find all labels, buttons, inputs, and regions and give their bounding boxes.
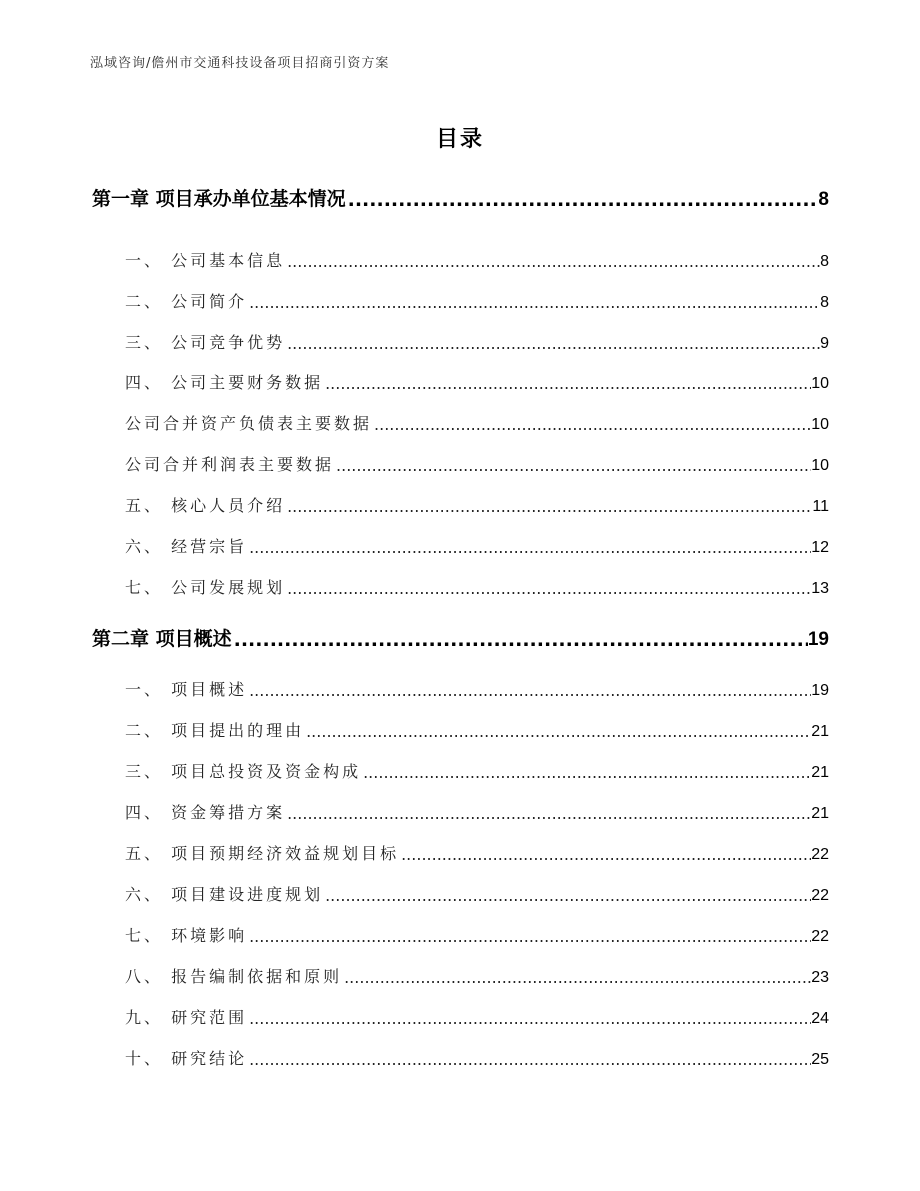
toc-entry-page-number: 11 [812,498,829,515]
toc-entry-page-number: 19 [811,682,829,699]
toc-entry-page-number: 22 [811,846,829,863]
toc-entry-page-number: 22 [811,887,829,904]
dot-leader [401,845,811,861]
toc-section-entry[interactable] [125,493,829,516]
toc-entry-page-number: 10 [811,416,829,433]
dot-leader [336,456,811,472]
toc-entry-page-number: 10 [811,375,829,392]
dot-leader [249,927,811,943]
toc-section-entry[interactable] [125,452,829,475]
toc-entry-label: 一、 项目概述 [125,677,249,700]
dot-leader [363,763,811,779]
dot-leader [374,415,811,431]
dot-leader [287,579,811,595]
toc-section-entry[interactable] [125,411,829,434]
toc-section-entry[interactable] [125,330,829,353]
toc-entry-label: 四、 公司主要财务数据 [125,370,325,393]
toc-entry-page-number: 21 [811,723,829,740]
dot-leader [287,804,811,820]
dot-leader [287,252,820,268]
running-header: 泓域咨询/儋州市交通科技设备项目招商引资方案 [90,56,390,71]
toc-entry-page-number: 23 [811,969,829,986]
toc-entry-page-number: 10 [811,457,829,474]
toc-entry-label: 九、 研究范围 [125,1005,249,1028]
toc-entry-label: 公司合并资产负债表主要数据 [125,411,374,434]
dot-leader [306,722,811,738]
toc-entry-label: 三、 项目总投资及资金构成 [125,759,363,782]
toc-entry-label: 六、 经营宗旨 [125,534,249,557]
toc-section-entry[interactable] [125,1046,829,1069]
toc-entry-label: 一、 公司基本信息 [125,248,287,271]
toc-entry-page-number: 24 [811,1010,829,1027]
dot-leader [344,968,811,984]
toc-entry-page-number: 12 [811,539,829,556]
toc-entry-page-number: 8 [818,189,829,210]
toc-entry-label: 二、 公司简介 [125,289,249,312]
toc-entry-page-number: 9 [820,335,829,352]
dot-leader [249,1050,811,1066]
dot-leader [287,497,812,513]
dot-leader [249,538,811,554]
toc-entry-label: 第二章 项目概述 [92,624,234,651]
toc-entry-page-number: 25 [811,1051,829,1068]
toc-entry-page-number: 21 [811,764,829,781]
toc-section-entry[interactable] [125,759,829,782]
toc-entry-page-number: 19 [807,629,829,650]
toc-section-entry[interactable] [125,800,829,823]
toc-section-entry[interactable] [125,289,829,312]
toc-section-entry[interactable] [125,964,829,987]
toc-entry-label: 第一章 项目承办单位基本情况 [92,184,348,211]
toc-chapter-entry[interactable] [92,184,829,211]
toc-title: 目录 [435,127,484,152]
toc-section-entry[interactable] [125,841,829,864]
toc-section-entry[interactable] [125,370,829,393]
dot-leader [249,293,820,309]
toc-section-entry[interactable] [125,248,829,271]
dot-leader [287,334,820,350]
dot-leader [249,681,811,697]
toc-entry-label: 八、 报告编制依据和原则 [125,964,344,987]
toc-chapter-entry[interactable] [92,624,829,651]
toc-section-entry[interactable] [125,718,829,741]
dot-leader [325,374,811,390]
toc-section-entry[interactable] [125,1005,829,1028]
toc-section-entry[interactable] [125,677,829,700]
toc-entry-label: 三、 公司竞争优势 [125,330,287,353]
toc-entry-page-number: 22 [811,928,829,945]
toc-entry-page-number: 8 [820,294,829,311]
toc-entry-label: 四、 资金筹措方案 [125,800,287,823]
toc-section-entry[interactable] [125,923,829,946]
dot-leader [234,629,808,648]
toc-section-entry[interactable] [125,534,829,557]
toc-entry-label: 七、 环境影响 [125,923,249,946]
toc-entry-page-number: 8 [820,253,829,270]
dot-leader [348,189,819,208]
dot-leader [249,1009,811,1025]
toc-entry-label: 二、 项目提出的理由 [125,718,306,741]
toc-section-entry[interactable] [125,882,829,905]
toc-entry-label: 十、 研究结论 [125,1046,249,1069]
dot-leader [325,886,811,902]
toc-entry-page-number: 21 [811,805,829,822]
toc-entry-label: 七、 公司发展规划 [125,575,287,598]
toc-entry-label: 五、 项目预期经济效益规划目标 [125,841,401,864]
toc-entry-label: 五、 核心人员介绍 [125,493,287,516]
toc-section-entry[interactable] [125,575,829,598]
toc-entry-page-number: 13 [811,580,829,597]
toc-entry-label: 六、 项目建设进度规划 [125,882,325,905]
toc-entry-label: 公司合并利润表主要数据 [125,452,336,475]
